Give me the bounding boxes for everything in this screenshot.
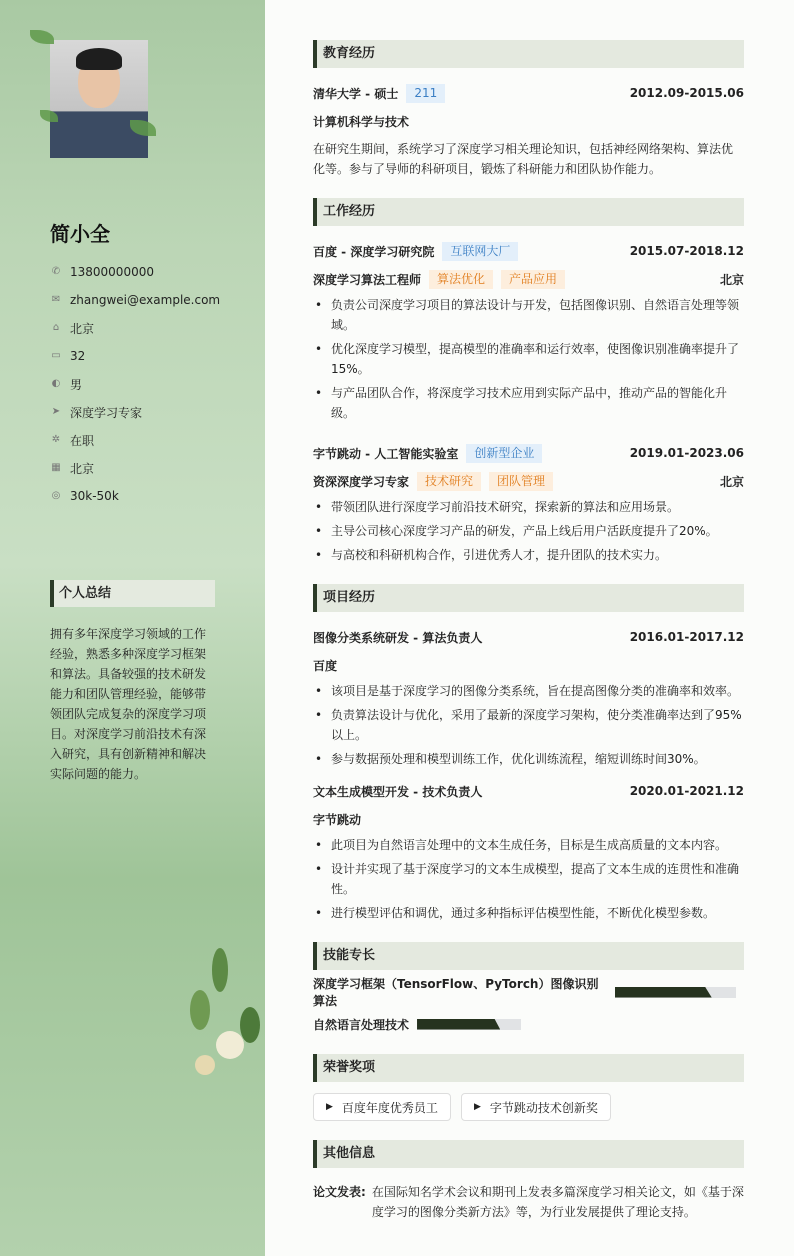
bullet-item: • 与产品团队合作，将深度学习技术应用到实际产品中，推动产品的智能化升级。 [313, 383, 744, 423]
contact-item [50, 398, 220, 426]
gender-icon: ◐ [51, 378, 61, 389]
job-entry [313, 237, 744, 423]
home-icon: ⌂ [52, 322, 60, 333]
section-title: 工作经历 [313, 198, 744, 226]
project-entry [313, 623, 744, 769]
other-text: 在国际知名学术会议和期刊上发表多篇深度学习相关论文，如《基于深度学习的图像分类新方法》等，为行业发展提供了理论支持。 [371, 1185, 744, 1219]
contact-item [50, 482, 220, 510]
contact-item [50, 314, 220, 342]
age-icon: ▭ [51, 350, 61, 361]
bullet-item: • 设计并实现了基于深度学习的文本生成模型，提高了文本生成的连贯性和准确性。 [313, 859, 744, 899]
company: 百度 - 深度学习研究院 [313, 244, 435, 259]
phone-icon: ✆ [51, 266, 61, 277]
honors-section [313, 1054, 744, 1121]
city: 北京 [719, 474, 744, 489]
contact-item [50, 426, 220, 454]
project-org: 字节跳动 [313, 812, 362, 827]
skill-item [313, 1008, 521, 1040]
date: 2015.07-2018.12 [629, 244, 744, 258]
other-section [313, 1140, 744, 1222]
main-content [313, 40, 744, 1222]
summary-text: 拥有多年深度学习领域的工作经验，熟悉多种深度学习框架和算法。具备较强的技术研发能力和团队管理经验，能够带领团队完成复杂的深度学习项目。对深度学习前沿技术有深入研究，具有创新精神和解决实际问题的能力。 [50, 627, 207, 781]
mail-icon: ✉ [51, 294, 61, 305]
project-section [313, 584, 744, 923]
project-org: 百度 [313, 658, 338, 673]
triangle-icon: ▶ [326, 1102, 333, 1112]
school: 清华大学 - 硕士 [313, 86, 399, 101]
company: 字节跳动 - 人工智能实验室 [313, 446, 459, 461]
education-desc: 在研究生期间，系统学习了深度学习相关理论知识，包括神经网络架构、算法优化等。参与了导师的科研项目，锻炼了科研能力和团队协作能力。 [313, 142, 734, 176]
skill-level-bar [417, 1019, 521, 1030]
role-tag: 团队管理 [489, 472, 553, 491]
flower-decoration [180, 930, 265, 1085]
work-section [313, 198, 744, 565]
contact-value: 男 [70, 377, 83, 392]
project-name: 文本生成模型开发 - 技术负责人 [313, 784, 483, 799]
company-tag: 创新型企业 [466, 444, 542, 463]
skill-level-bar [615, 987, 736, 998]
bullet-item: • 优化深度学习模型，提高模型的准确率和运行效率，使图像识别准确率提升了15%。 [313, 339, 744, 379]
company-tag: 互联网大厂 [442, 242, 518, 261]
city-icon: ▦ [51, 462, 61, 473]
contact-value: 32 [70, 349, 86, 363]
sidebar [0, 0, 265, 1256]
bullet-item: • 主导公司核心深度学习产品的研发，产品上线后用户活跃度提升了20%。 [313, 521, 744, 541]
role-tag: 技术研究 [417, 472, 481, 491]
status-icon: ✲ [51, 434, 61, 445]
honor-badge [313, 1093, 451, 1121]
other-label: 论文发表: [313, 1185, 366, 1199]
avatar [50, 40, 148, 158]
section-title: 教育经历 [313, 40, 744, 68]
bullet-item: • 参与数据预处理和模型训练工作，优化训练流程，缩短训练时间30%。 [313, 749, 744, 769]
contact-item [50, 370, 220, 398]
date: 2016.01-2017.12 [629, 630, 744, 644]
contact-item [50, 454, 220, 482]
contact-item [50, 342, 220, 370]
role-tag: 产品应用 [501, 270, 565, 289]
date: 2020.01-2021.12 [629, 784, 744, 798]
skill-item [313, 976, 736, 1008]
contact-value: zhangwei@example.com [70, 293, 221, 307]
skills-section [313, 942, 744, 1040]
bullet-item: • 与高校和科研机构合作，引进优秀人才，提升团队的技术实力。 [313, 545, 744, 565]
bullet-item: • 负责算法设计与优化，采用了最新的深度学习架构，使分类准确率达到了95%以上。 [313, 705, 744, 745]
section-title: 荣誉奖项 [313, 1054, 744, 1082]
skill-name: 深度学习框架（TensorFlow、PyTorch）图像识别算法 [313, 977, 599, 1008]
leaf-decoration [30, 30, 54, 44]
contact-item [50, 286, 220, 314]
date: 2012.09-2015.06 [629, 86, 744, 100]
summary-title: 个人总结 [50, 580, 215, 607]
role-tag: 算法优化 [429, 270, 493, 289]
contact-value: 深度学习专家 [70, 405, 143, 420]
section-title: 其他信息 [313, 1140, 744, 1168]
education-section [313, 40, 744, 179]
honor-badge [461, 1093, 611, 1121]
contact-value: 13800000000 [70, 265, 154, 279]
major: 计算机科学与技术 [313, 114, 410, 129]
school-tag: 211 [406, 84, 445, 103]
skill-name: 自然语言处理技术 [313, 1017, 410, 1032]
contact-list [50, 258, 220, 510]
contact-value: 30k-50k [70, 489, 119, 503]
project-entry [313, 777, 744, 923]
bullet-item: • 该项目是基于深度学习的图像分类系统，旨在提高图像分类的准确率和效率。 [313, 681, 744, 701]
profile-name: 简小全 [50, 222, 110, 246]
role: 深度学习算法工程师 [313, 272, 422, 287]
position-icon: ➤ [51, 406, 61, 417]
project-name: 图像分类系统研发 - 算法负责人 [313, 630, 483, 645]
bullet-item: • 负责公司深度学习项目的算法设计与开发，包括图像识别、自然语言处理等领域。 [313, 295, 744, 335]
bullet-item: • 带领团队进行深度学习前沿技术研究，探索新的算法和应用场景。 [313, 497, 744, 517]
triangle-icon: ▶ [473, 1102, 481, 1112]
job-entry [313, 439, 744, 565]
contact-value: 北京 [70, 461, 95, 476]
date: 2019.01-2023.06 [629, 446, 744, 460]
honor-name: 字节跳动技术创新奖 [489, 1100, 598, 1115]
bullet-item: • 进行模型评估和调优，通过多种指标评估模型性能，不断优化模型参数。 [313, 903, 744, 923]
contact-value: 北京 [70, 321, 95, 336]
city: 北京 [719, 272, 744, 287]
honor-name: 百度年度优秀员工 [341, 1100, 438, 1115]
contact-item [50, 258, 220, 286]
section-title: 项目经历 [313, 584, 744, 612]
section-title: 技能专长 [313, 942, 744, 970]
salary-icon: ◎ [51, 490, 61, 501]
bullet-item: • 此项目为自然语言处理中的文本生成任务，目标是生成高质量的文本内容。 [313, 835, 744, 855]
contact-value: 在职 [70, 433, 95, 448]
role: 资深深度学习专家 [313, 474, 410, 489]
